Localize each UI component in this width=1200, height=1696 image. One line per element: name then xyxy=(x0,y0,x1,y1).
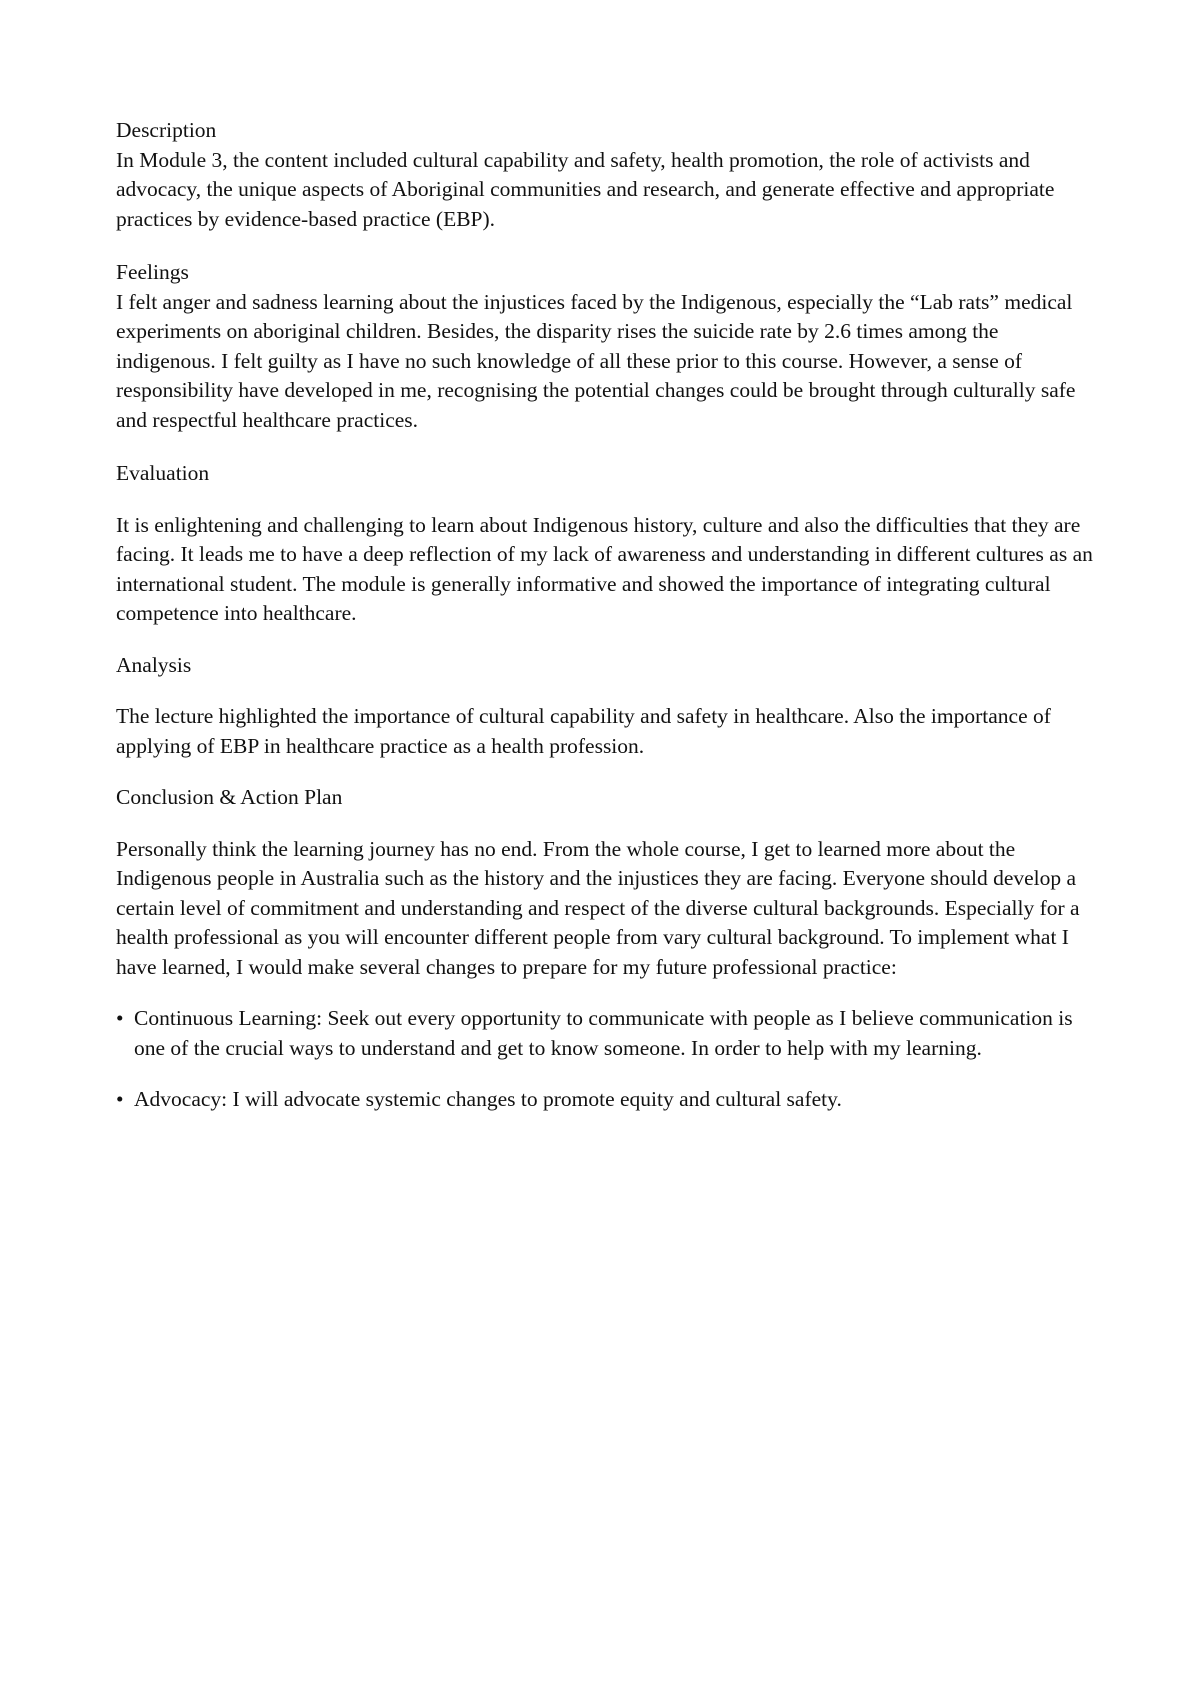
description-body: In Module 3, the content included cultural capability and safety, health promotion, the role of activists and advocacy, the unique aspects of Aboriginal communities and research, and generate effective and appropriate practices by evidence-based practice (EBP). xyxy=(116,147,1055,231)
spacer xyxy=(116,813,1096,835)
evaluation-heading: Evaluation xyxy=(116,461,210,485)
list-item-text: Advocacy: I will advocate systemic changes to promote equity and cultural safety. xyxy=(134,1087,842,1111)
bullet-icon: • xyxy=(116,1006,124,1030)
bullet-icon: • xyxy=(116,1087,124,1111)
spacer xyxy=(116,982,1096,1004)
conclusion-heading: Conclusion & Action Plan xyxy=(116,785,343,809)
feelings-body: I felt anger and sadness learning about the injustices faced by the Indigenous, especially the “Lab rats” medical experiments on aboriginal children. Besides, the disparity rises the suicide rate by 2.6 times among the indigenous. I felt guilty as I have no such knowledge of all these prior to this course. However, a sense of responsibility have developed in me, recognising the potential changes could be brought through culturally safe and respectful healthcare practices. xyxy=(116,289,1076,432)
spacer xyxy=(116,234,1096,258)
list-item-text: Continuous Learning: Seek out every opportunity to communicate with people as I believe communication is one of the crucial ways to understand and get to know someone. In order to help with my learning. xyxy=(134,1006,1073,1060)
spacer xyxy=(116,489,1096,511)
description-heading: Description xyxy=(116,118,217,142)
analysis-heading: Analysis xyxy=(116,652,192,677)
spacer xyxy=(116,1063,1096,1085)
list-item xyxy=(116,1004,1096,1063)
feelings-heading: Feelings xyxy=(116,260,189,284)
spacer xyxy=(116,680,1096,702)
evaluation-body: It is enlightening and challenging to learn about Indigenous history, culture and also the difficulties that they are facing. It leads me to have a deep reflection of my lack of awareness and understanding in different cultures as an international student. The module is generally informative and showed the importance of integrating cultural competence into healthcare. xyxy=(116,512,1093,625)
document-page xyxy=(116,116,1096,1115)
list-item xyxy=(116,1085,1096,1115)
action-plan-list xyxy=(116,1004,1096,1115)
spacer xyxy=(116,629,1096,651)
conclusion-body: Personally think the learning journey has no end. From the whole course, I get to learned more about the Indigenous people in Australia such as the history and the injustices they are facing. Everyone should develop a certain level of commitment and understanding and respect of the diverse cultural backgrounds. Especially for a health professional as you will encounter different people from vary cultural background. To implement what I have learned, I would make several changes to prepare for my future professional practice: xyxy=(116,836,1080,979)
analysis-body: The lecture highlighted the importance of cultural capability and safety in healthcare. Also the importance of applying of EBP in healthcare practice as a health profession. xyxy=(116,704,1051,758)
spacer xyxy=(116,761,1096,783)
spacer xyxy=(116,435,1096,459)
